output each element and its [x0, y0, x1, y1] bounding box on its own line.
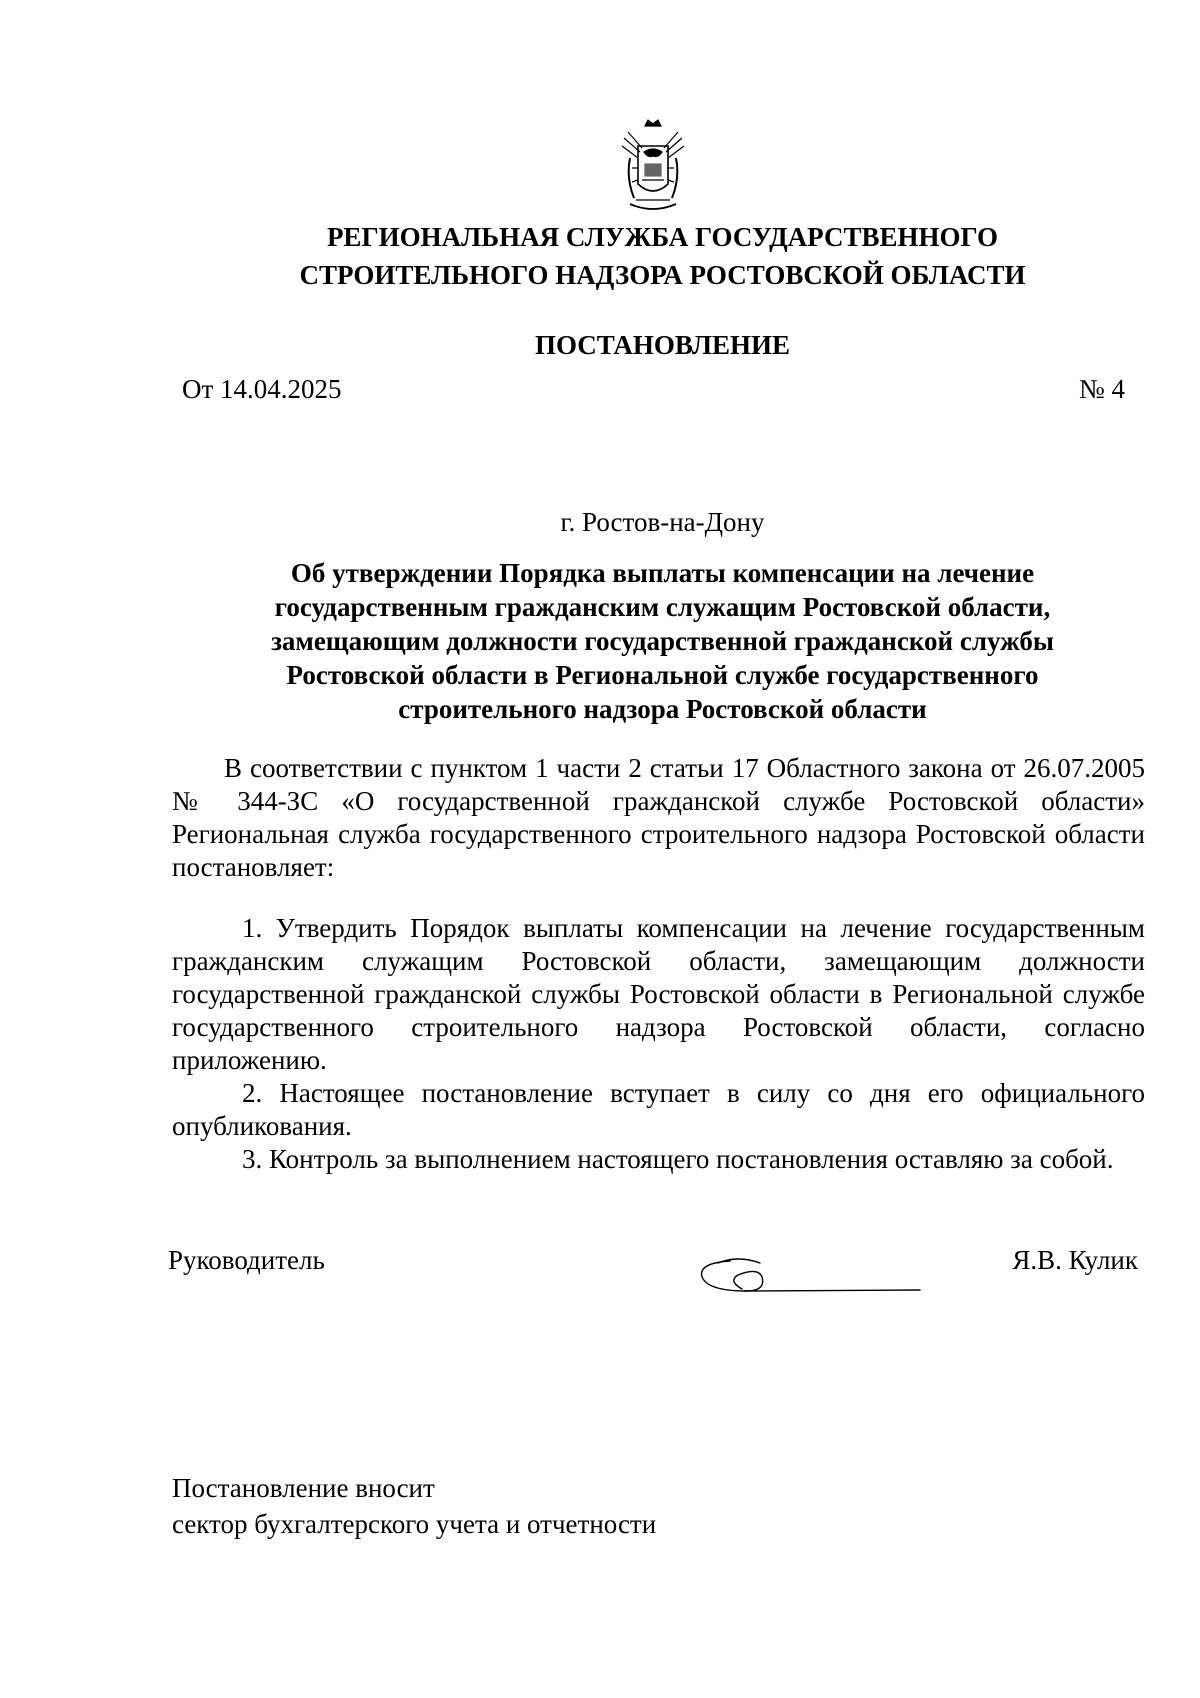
- subject-line: государственным гражданским служащим Ростовской области,: [274, 592, 1051, 622]
- document-city: г. Ростов-на-Дону: [560, 507, 765, 537]
- document-date: От 14.04.2025: [182, 374, 342, 404]
- signatory-title: Руководитель: [168, 1245, 325, 1275]
- footer-line: сектор бухгалтерского учета и отчетности: [172, 1509, 657, 1539]
- document-type: ПОСТАНОВЛЕНИЕ: [534, 330, 791, 360]
- resolution-items: [172, 912, 1145, 1176]
- document-number: № 4: [1078, 374, 1125, 404]
- subject-line: замещающим должности государственной гражданской службы: [271, 626, 1054, 656]
- preamble-paragraph: В соответствии с пунктом 1 части 2 статьи 17 Областного закона от 26.07.2005 № 344-ЗС «О государственной гражданской службе Ростовской области» Региональная служба государственного строительного надзора Ростовской области постановляет:: [172, 753, 1145, 882]
- coat-of-arms-icon: [618, 118, 688, 218]
- organization-name: [170, 218, 1155, 294]
- resolution-item-2: 2. Настоящее постановление вступает в силу со дня его официального опубликования.: [172, 1078, 1145, 1141]
- document-subject: [170, 556, 1155, 726]
- footer-note: [172, 1470, 656, 1542]
- resolution-item-1: 1. Утвердить Порядок выплаты компенсации на лечение государственным гражданским служащим Ростовской области, замещающим должности государственной гражданской службы Ростовской области в Региональной службе государственного строительного надзора Ростовской области, согласно приложению.: [172, 913, 1145, 1075]
- organization-name-line2: СТРОИТЕЛЬНОГО НАДЗОРА РОСТОВСКОЙ ОБЛАСТИ: [299, 260, 1026, 290]
- resolution-item-3: 3. Контроль за выполнением настоящего постановления оставляю за собой.: [242, 1144, 1114, 1174]
- organization-name-line1: РЕГИОНАЛЬНАЯ СЛУЖБА ГОСУДАРСТВЕННОГО: [326, 222, 999, 252]
- subject-line: Ростовской области в Региональной службе государственного: [286, 660, 1039, 690]
- subject-line: Об утверждении Порядка выплаты компенсации на лечение: [290, 558, 1035, 588]
- signature-icon: [688, 1245, 928, 1305]
- signatory-name: Я.В. Кулик: [1012, 1245, 1138, 1275]
- subject-line: строительного надзора Ростовской области: [398, 694, 927, 724]
- footer-line: Постановление вносит: [172, 1473, 435, 1503]
